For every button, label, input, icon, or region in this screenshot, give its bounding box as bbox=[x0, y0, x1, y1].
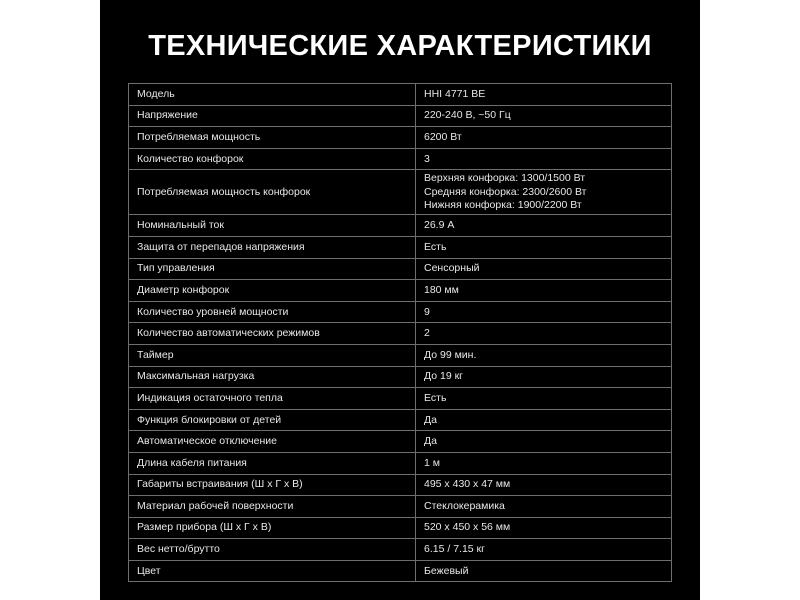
spec-value-line: Нижняя конфорка: 1900/2200 Вт bbox=[424, 199, 582, 212]
spec-value: Есть bbox=[416, 388, 672, 410]
spec-label: Диаметр конфорок bbox=[129, 280, 416, 302]
spec-label: Максимальная нагрузка bbox=[129, 366, 416, 388]
spec-value: 3 bbox=[416, 148, 672, 170]
table-row bbox=[129, 431, 672, 453]
spec-label: Длина кабеля питания bbox=[129, 452, 416, 474]
table-row bbox=[129, 388, 672, 410]
table-row bbox=[129, 366, 672, 388]
spec-value: Есть bbox=[416, 236, 672, 258]
table-row bbox=[129, 236, 672, 258]
spec-value: Да bbox=[416, 409, 672, 431]
spec-value: 9 bbox=[416, 301, 672, 323]
table-row bbox=[129, 560, 672, 582]
page-title: ТЕХНИЧЕСКИЕ ХАРАКТЕРИСТИКИ bbox=[148, 30, 652, 62]
spec-label: Материал рабочей поверхности bbox=[129, 496, 416, 518]
spec-value: Сенсорный bbox=[416, 258, 672, 280]
spec-value: 520 х 450 х 56 мм bbox=[416, 517, 672, 539]
spec-label: Потребляемая мощность bbox=[129, 127, 416, 149]
spec-value: 26.9 А bbox=[416, 215, 672, 237]
table-row bbox=[129, 170, 672, 215]
spec-label: Напряжение bbox=[129, 105, 416, 127]
table-row bbox=[129, 452, 672, 474]
spec-value: 6.15 / 7.15 кг bbox=[416, 539, 672, 561]
table-row bbox=[129, 105, 672, 127]
table-row bbox=[129, 323, 672, 345]
specs-table bbox=[128, 83, 672, 582]
spec-value: 6200 Вт bbox=[416, 127, 672, 149]
spec-label: Модель bbox=[129, 84, 416, 106]
table-row bbox=[129, 127, 672, 149]
spec-value: 180 мм bbox=[416, 280, 672, 302]
table-row bbox=[129, 84, 672, 106]
spec-value: Да bbox=[416, 431, 672, 453]
spec-label: Габариты встраивания (Ш х Г х В) bbox=[129, 474, 416, 496]
spec-label: Тип управления bbox=[129, 258, 416, 280]
table-row bbox=[129, 344, 672, 366]
spec-label: Функция блокировки от детей bbox=[129, 409, 416, 431]
spec-value bbox=[416, 170, 672, 215]
table-row bbox=[129, 148, 672, 170]
table-row bbox=[129, 539, 672, 561]
table-row bbox=[129, 258, 672, 280]
spec-label: Размер прибора (Ш х Г х В) bbox=[129, 517, 416, 539]
spec-value: Стеклокерамика bbox=[416, 496, 672, 518]
spec-label: Таймер bbox=[129, 344, 416, 366]
spec-label: Количество конфорок bbox=[129, 148, 416, 170]
spec-panel bbox=[100, 0, 700, 600]
spec-label: Количество автоматических режимов bbox=[129, 323, 416, 345]
table-row bbox=[129, 496, 672, 518]
spec-label: Количество уровней мощности bbox=[129, 301, 416, 323]
table-row bbox=[129, 517, 672, 539]
spec-value: До 99 мин. bbox=[416, 344, 672, 366]
spec-value: 495 х 430 х 47 мм bbox=[416, 474, 672, 496]
spec-value: HHI 4771 BE bbox=[416, 84, 672, 106]
table-row bbox=[129, 474, 672, 496]
spec-value: 220-240 В, ~50 Гц bbox=[416, 105, 672, 127]
table-row bbox=[129, 215, 672, 237]
table-row bbox=[129, 280, 672, 302]
spec-value-line: Средняя конфорка: 2300/2600 Вт bbox=[424, 185, 587, 198]
spec-value-line: Верхняя конфорка: 1300/1500 Вт bbox=[424, 172, 586, 185]
spec-label: Индикация остаточного тепла bbox=[129, 388, 416, 410]
spec-value: Бежевый bbox=[416, 560, 672, 582]
table-row bbox=[129, 301, 672, 323]
spec-value: До 19 кг bbox=[416, 366, 672, 388]
spec-value: 2 bbox=[416, 323, 672, 345]
spec-label: Цвет bbox=[129, 560, 416, 582]
spec-label: Автоматическое отключение bbox=[129, 431, 416, 453]
spec-label: Вес нетто/брутто bbox=[129, 539, 416, 561]
table-row bbox=[129, 409, 672, 431]
spec-label: Потребляемая мощность конфорок bbox=[129, 170, 416, 215]
spec-label: Защита от перепадов напряжения bbox=[129, 236, 416, 258]
spec-label: Номинальный ток bbox=[129, 215, 416, 237]
spec-value: 1 м bbox=[416, 452, 672, 474]
